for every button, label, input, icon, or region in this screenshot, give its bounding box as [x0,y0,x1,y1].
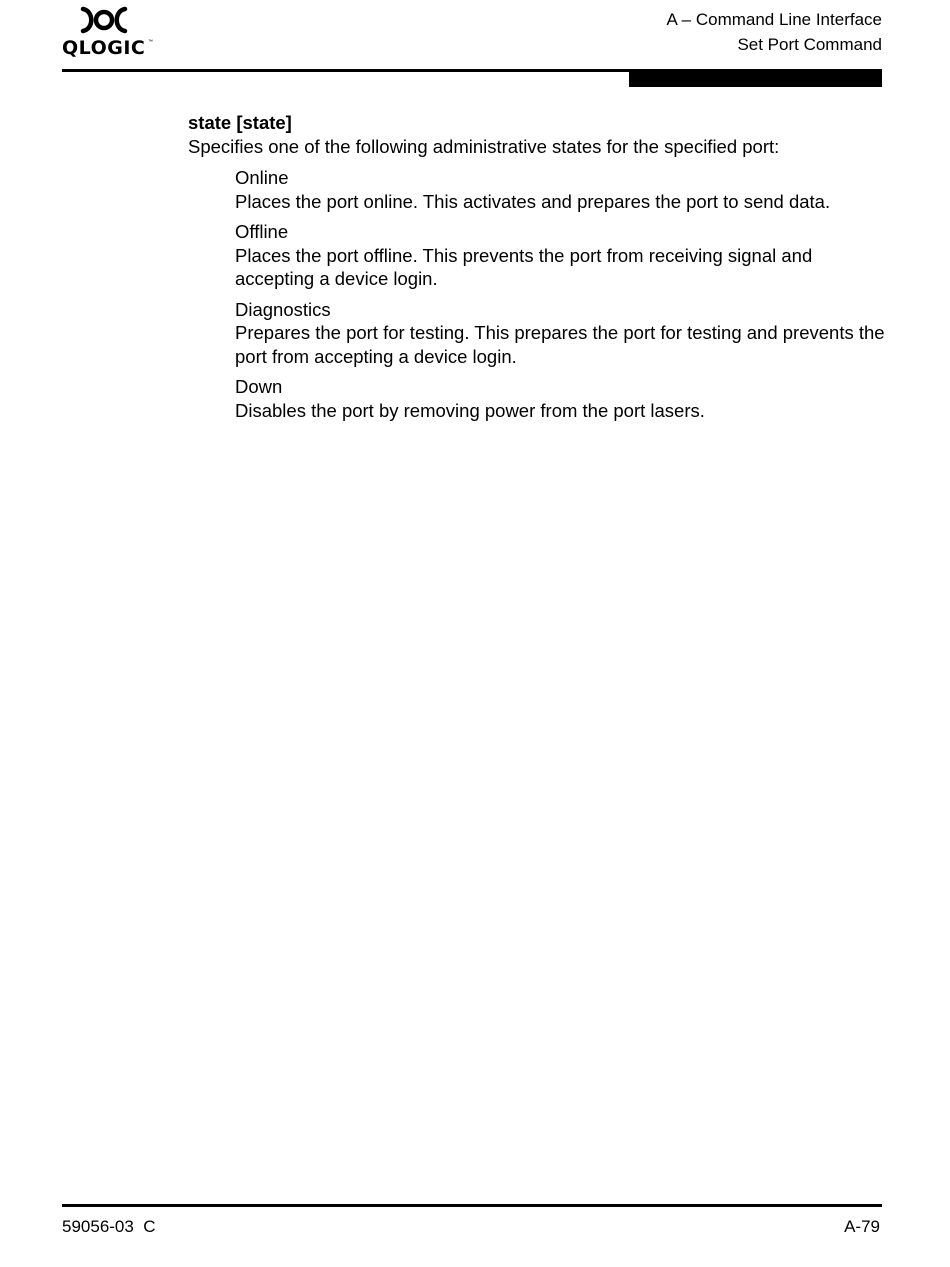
parameter-title: state [state] [188,112,292,133]
qlogic-mark-icon [80,6,128,36]
logo-trademark: ™ [148,39,153,45]
section-title: Set Port Command [737,34,882,54]
state-item-diagnostics [235,298,888,369]
state-item-offline [235,220,888,291]
state-name: Offline [235,221,289,242]
state-item-online [235,166,888,213]
footer-rule [62,1204,882,1207]
running-header [667,8,882,57]
state-name: Online [235,167,289,188]
state-description: Places the port online. This activates and prepares the port to send data. [235,190,831,212]
header-tab-bar [629,69,882,87]
state-description: Disables the port by removing power from the port lasers. [235,399,705,421]
parameter-description: Specifies one of the following administrative states for the specified port: [188,136,780,157]
state-description: Places the port offline. This prevents the port from receiving signal and accepting a device login. [235,244,813,289]
logo-wordmark: QLOGIC [62,37,146,59]
state-name: Down [235,376,283,397]
page-number: A-79 [844,1217,880,1236]
main-content [188,111,888,429]
state-list [188,166,888,422]
state-name: Diagnostics [235,298,331,320]
state-description: Prepares the port for testing. This prepares the port for testing and prevents the port from accepting a device login. [235,322,885,367]
qlogic-logo [62,6,152,62]
document-number: 59056-03 C [62,1217,156,1236]
chapter-title: A – Command Line Interface [666,10,882,29]
state-item-down [235,375,888,422]
